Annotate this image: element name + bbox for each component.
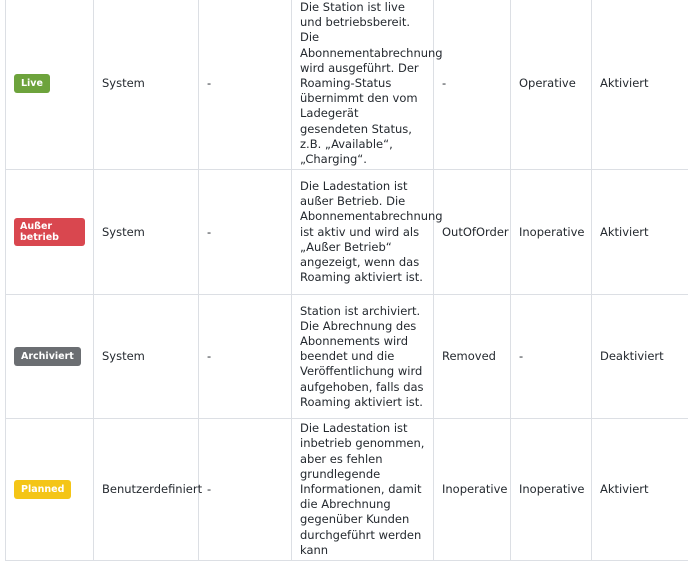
table-cell: Inoperative (434, 419, 511, 561)
table-cell: Inoperative (511, 170, 592, 295)
table-cell: - (199, 419, 292, 561)
table-row (6, 170, 688, 295)
status-table (5, 0, 688, 561)
status-badge-live: Live (14, 74, 50, 93)
status-badge-ausser-betrieb: Außer betrieb (14, 218, 85, 246)
description-cell: Die Ladestation ist außer Betrieb. Die Abonnementabrechnung ist aktiv und wird als „Außer Betrieb“ angezeigt, wenn das Roaming aktiviert ist. (292, 170, 434, 295)
table-cell: Inoperative (511, 419, 592, 561)
description-cell: Die Station ist live und betriebsbereit. Die Abonnementabrechnung wird ausgeführt. Der Roaming-Status übernimmt den vom Ladegerät gesendeten Status, z.B. „Available“, „Charging“. (292, 0, 434, 170)
table-row (6, 295, 688, 419)
table-cell: - (434, 0, 511, 170)
status-cell (6, 170, 94, 295)
description-cell: Station ist archiviert. Die Abrechnung des Abonnements wird beendet und die Veröffentlichung wird aufgehoben, falls das Roaming aktiviert ist. (292, 295, 434, 419)
description-cell: Die Ladestation ist inbetrieb genommen, aber es fehlen grundlegende Informationen, damit die Abrechnung gegenüber Kunden durchgeführt werden kann (292, 419, 434, 561)
type-cell: System (94, 0, 199, 170)
status-cell (6, 295, 94, 419)
status-cell (6, 419, 94, 561)
table-row (6, 0, 688, 170)
table-cell: Aktiviert (592, 0, 688, 170)
type-cell: System (94, 170, 199, 295)
table-row (6, 419, 688, 561)
table-cell: Deaktiviert (592, 295, 688, 419)
table-cell: Operative (511, 0, 592, 170)
table-cell: - (199, 0, 292, 170)
table-cell: OutOfOrder (434, 170, 511, 295)
status-badge-archiviert: Archiviert (14, 347, 81, 366)
table-cell: Aktiviert (592, 170, 688, 295)
table-cell: Aktiviert (592, 419, 688, 561)
type-cell: System (94, 295, 199, 419)
type-cell: Benutzerdefiniert (94, 419, 199, 561)
table-cell: - (199, 170, 292, 295)
status-cell (6, 0, 94, 170)
table-cell: - (199, 295, 292, 419)
table-cell: - (511, 295, 592, 419)
table-cell: Removed (434, 295, 511, 419)
status-badge-planned: Planned (14, 480, 71, 499)
